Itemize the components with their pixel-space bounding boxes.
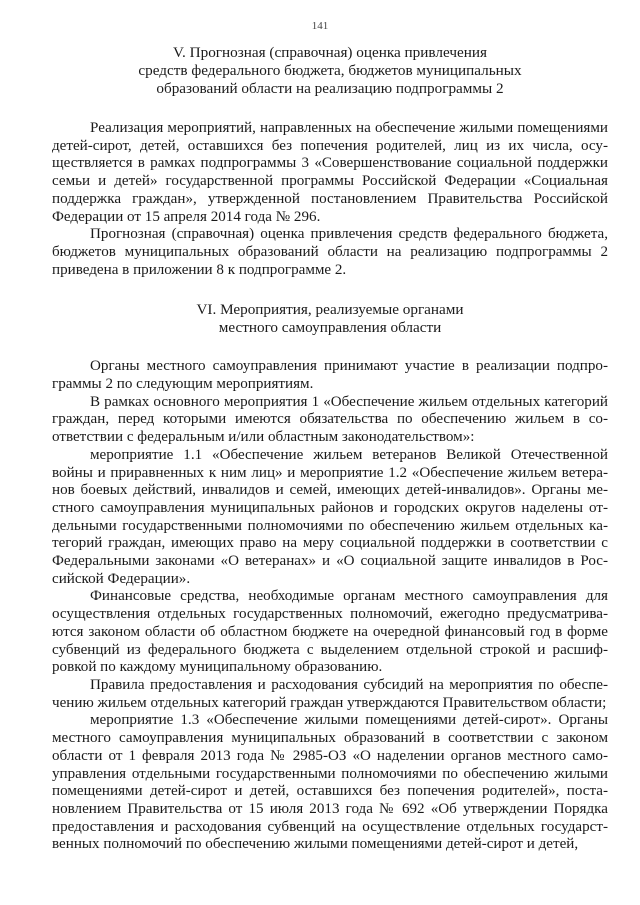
section-6-title-line: местного самоуправления области bbox=[218, 319, 442, 337]
paragraph: мероприятие 1.1 «Обеспечение жильем ветеранов Великой Отечественной войны и приравненных к ним лиц» и мероприятие 1.2 «Обеспечение жильем ветеранов боевых действий, инвалидов и семей, имеющих детей-инвалидов». Органы местного самоуправления муниципальных районов и городских округов наделены отдельными государственными полномочиями по обеспечению жильем отдельных категорий граждан, имеющих право на меру социальной поддержки в соответствии с Федеральными законами «О ветеранах» и «О социальной защите инвалидов в Российской Федерации». bbox=[52, 446, 608, 587]
section-5-title bbox=[52, 0, 608, 98]
section-5-title-line: средств федерального бюджета, бюджетов муниципальных bbox=[138, 62, 522, 79]
section-6-title-line: VI. Мероприятия, реализуемые органами bbox=[196, 301, 464, 319]
paragraph: Прогнозная (справочная) оценка привлечения средств федерального бюджета, бюджетов муниципальных образований области на реализацию подпрограммы 2 приведена в приложении 8 к подпрограмме 2. bbox=[52, 226, 608, 278]
paragraph: Реализация мероприятий, направленных на обеспечение жилыми помещениями детей-сирот, детей, оставшихся без попечения родителей, лиц из их числа, осуществляется в рамках подпрограммы 3 «Совершенствование социальной поддержки семьи и детей» государственной программы Российской Федерации «Социальная поддержка граждан», утвержденной постановлением Правительства Российской Федерации от 15 апреля 2014 года № 296. bbox=[52, 120, 608, 225]
section-5-body bbox=[52, 120, 608, 279]
section-5-title-line: образований области на реализацию подпрограммы 2 bbox=[156, 80, 504, 97]
paragraph: В рамках основного мероприятия 1 «Обеспечение жильем отдельных категорий граждан, перед которыми имеются обязательства по обеспечению жильем в соответствии с федеральным и/или областным законодательством»: bbox=[52, 393, 608, 446]
section-5-title-line: V. Прогнозная (справочная) оценка привлечения bbox=[173, 44, 487, 61]
section-6-body bbox=[52, 358, 608, 854]
paragraph: мероприятие 1.3 «Обеспечение жилыми помещениями детей-сирот». Органы местного самоуправления муниципальных образований в соответствии с законом области от 1 февраля 2013 года № 2985-ОЗ «О наделении органов местного самоуправления отдельными государственными полномочиями по обеспечению жилыми помещениями детей-сирот и детей, оставшихся без попечения родителей», постановлением Правительства от 15 июля 2013 года № 692 «Об утверждении Порядка предоставления и расходования субвенций на осуществление отдельных государственных полномочий по обеспечению жилыми помещениями детей-сирот и детей, bbox=[52, 712, 608, 853]
paragraph: Правила предоставления и расходования субсидий на мероприятия по обеспечению жильем отдельных категорий граждан утверждаются Правительством области; bbox=[52, 676, 608, 711]
page-number: 141 bbox=[311, 20, 329, 32]
paragraph: Органы местного самоуправления принимают участие в реализации подпрограммы 2 по следующим мероприятиям. bbox=[52, 358, 608, 393]
section-6-title bbox=[52, 301, 608, 337]
paragraph: Финансовые средства, необходимые органам местного самоуправления для осуществления отдельных государственных полномочий, ежегодно предусматриваются законом области об областном бюджете на очередной финансовый год в форме субвенций из федерального бюджета с выделением отдельной строкой и расшифровкой по каждому муниципальному образованию. bbox=[52, 588, 608, 676]
